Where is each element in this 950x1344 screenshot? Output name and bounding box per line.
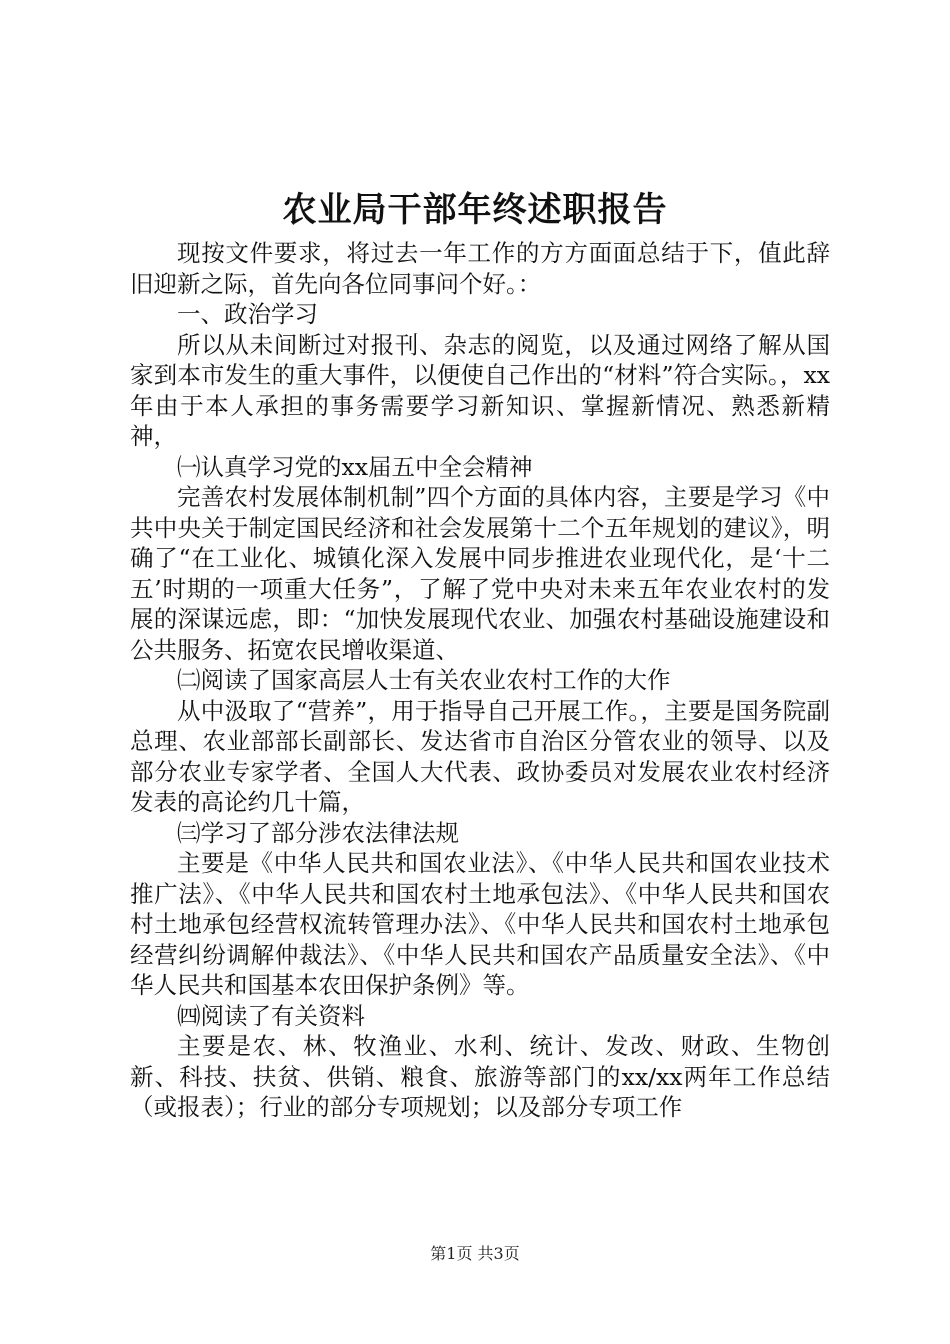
- section-heading-political-study: 一、政治学习: [177, 300, 318, 328]
- document-body: [130, 238, 830, 1123]
- paragraph-laws: 主要是《中华人民共和国农业法》、《中华人民共和国农业技术推广法》、《中华人民共和国农村土地承包法》、《中华人民共和国农村土地承包经营权流转管理办法》、《中华人民共和国农村土地承包经营纠纷调解仲裁法》、《中华人民共和国农产品质量安全法》、《中华人民共和国基本农田保护条例》等。: [130, 849, 830, 999]
- paragraph-materials: 主要是农、林、牧渔业、水利、统计、发改、财政、生物创新、科技、扶贫、供销、粮食、旅游等部门的xx/xx两年工作总结（或报表）；行业的部分专项规划；以及部分专项工作: [130, 1032, 830, 1121]
- subheading-1: ㈠认真学习党的xx届五中全会精神: [177, 452, 533, 481]
- subheading-3: ㈢学习了部分涉农法律法规: [177, 818, 459, 847]
- page-number-footer: 第1页 共3页: [430, 1244, 520, 1263]
- intro-paragraph: 现按文件要求，将过去一年工作的方方面面总结于下，值此辞旧迎新之际，首先向各位同事问个好。：: [130, 239, 830, 298]
- paragraph-leaders-works: 从中汲取了“营养”，用于指导自己开展工作。，主要是国务院副总理、农业部部长副部长、发达省市自治区分管农业的领导、以及部分农业专家学者、全国人大代表、政协委员对发展农业农村经济发表的高论约几十篇，: [130, 696, 830, 816]
- document-title: 农业局干部年终述职报告: [282, 190, 668, 230]
- subheading-4: ㈣阅读了有关资料: [177, 1001, 365, 1030]
- subheading-2: ㈡阅读了国家高层人士有关农业农村工作的大作: [177, 666, 671, 694]
- paragraph-reading-news: 所以从未间断过对报刊、杂志的阅览，以及通过网络了解从国家到本市发生的重大事件，以便使自己作出的“材料”符合实际。，xx年由于本人承担的事务需要学习新知识、掌握新情况、熟悉新精神，: [130, 330, 830, 450]
- paragraph-plenary-content: 完善农村发展体制机制”四个方面的具体内容，主要是学习《中共中央关于制定国民经济和社会发展第十二个五年规划的建议》，明确了“在工业化、城镇化深入发展中同步推进农业现代化，是‘十二五’时期的一项重大任务”，了解了党中央对未来五年农业农村的发展的深谋远虑，即：“加快发展现代农业、加强农村基础设施建设和公共服务、拓宽农民增收渠道、: [130, 483, 830, 664]
